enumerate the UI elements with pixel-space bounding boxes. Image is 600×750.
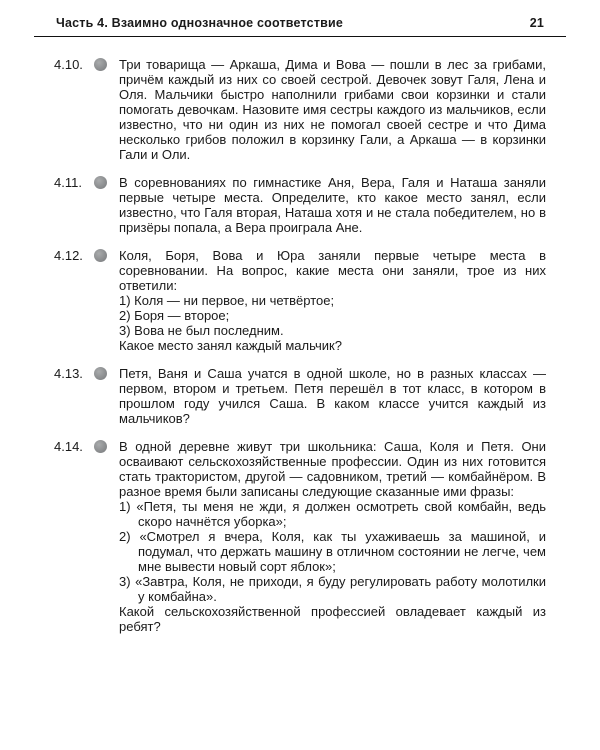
problem-list-item: 1) Коля — ни первое, ни четвёртое; [119, 293, 335, 308]
problem-paragraph: В соревнованиях по гимнастике Аня, Вера, Галя и Наташа заняли первые четыре места. Определите, кто какое место занял, если известно, что Галя вторая, Наташа хотя и не стала победителем, но в призёры попала, а Вера проиграла Ане. [119, 175, 546, 235]
problem-paragraph: Петя, Ваня и Саша учатся в одной школе, но в разных классах — первом, втором и третьем. Петя перешёл в тот класс, в котором в прошлом году учился Саша. В каком классе учится каждый из мальчиков? [119, 366, 546, 426]
page-number: 21 [529, 16, 544, 30]
running-head [54, 16, 546, 30]
problem-list-item: 3) «Завтра, Коля, не приходи, я буду регулировать работу молотилки у комбайна». [119, 574, 546, 604]
problem-list-item: 2) Боря — второе; [119, 308, 230, 323]
header-rule [34, 36, 566, 37]
problem-body [119, 248, 546, 353]
problem-paragraph: Коля, Боря, Вова и Юра заняли первые четыре места в соревновании. На вопрос, какие места они заняли, трое из них ответили: [119, 248, 546, 293]
problem [54, 439, 546, 634]
problem-list-item: 2) «Смотрел я вчера, Коля, как ты ухаживаешь за машиной, и подумал, что держать машину в отличном состоянии не легче, чем мне вывести новый сорт яблок»; [119, 529, 546, 574]
problem-number: 4.13. [54, 366, 83, 381]
problem-list-item: 1) «Петя, ты меня не жди, я должен осмотреть свой комбайн, ведь скоро начнётся уборка»; [119, 499, 546, 529]
problem-question: Какое место занял каждый мальчик? [119, 338, 342, 353]
problem [54, 57, 546, 162]
bullet-icon [94, 440, 107, 453]
problem-question: Какой сельскохозяйственной профессией овладевает каждый из ребят? [119, 604, 546, 634]
problem-body [119, 57, 546, 162]
problem [54, 248, 546, 353]
problem-body [119, 366, 546, 426]
problem-number: 4.11. [54, 175, 82, 190]
bullet-icon [94, 176, 107, 189]
problem-number: 4.14. [54, 439, 83, 454]
bullet-icon [94, 58, 107, 71]
problems [54, 57, 546, 634]
problem-paragraph: Три товарища — Аркаша, Дима и Вова — пошли в лес за грибами, причём каждый из них со своей сестрой. Девочек зовут Галя, Лена и Оля. Мальчики быстро наполнили грибами свои корзинки и стали помогать девочкам. Назовите имя сестры каждого из мальчиков, если известно, что ни один из них не помогал своей сестре и что Дима несколько грибов положил в корзинку Гали, а Аркаша — в корзинки Гали и Оли. [119, 57, 546, 162]
problem-body [119, 175, 546, 235]
chapter-title: Часть 4. Взаимно однозначное соответствие [56, 16, 344, 30]
problem-number: 4.10. [54, 57, 83, 72]
bullet-icon [94, 249, 107, 262]
problem [54, 175, 546, 235]
problem-number: 4.12. [54, 248, 83, 263]
problem-body [119, 439, 546, 634]
problem [54, 366, 546, 426]
problem-list-item: 3) Вова не был последним. [119, 323, 284, 338]
bullet-icon [94, 367, 107, 380]
problem-paragraph: В одной деревне живут три школьника: Саша, Коля и Петя. Они осваивают сельскохозяйственные профессии. Один из них готовится стать трактористом, другой — садовником, третий — комбайнёром. В разное время были записаны следующие сказанные ими фразы: [119, 439, 546, 499]
